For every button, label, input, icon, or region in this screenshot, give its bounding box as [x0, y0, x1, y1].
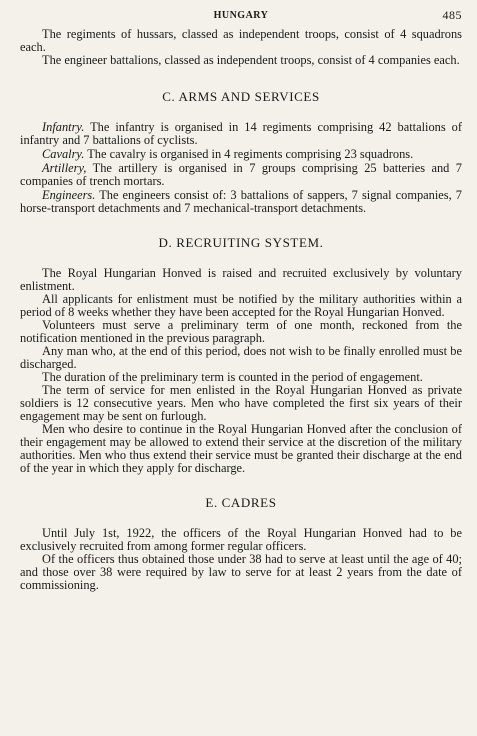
arms-lead: Infantry. [42, 120, 85, 134]
page-number: 485 [442, 8, 462, 22]
section-heading-cadres: E. CADRES [205, 495, 277, 510]
arms-item-cavalry [20, 148, 462, 161]
intro-paragraph: The engineer battalions, classed as independent troops, consist of 4 companies each. [42, 53, 460, 67]
arms-lead: Cavalry. [42, 147, 85, 161]
arms-text: The cavalry is organised in 4 regiments comprising 23 squadrons. [84, 147, 414, 161]
document-page [20, 8, 462, 592]
recruiting-paragraph: Any man who, at the end of this period, does not wish to be finally enrolled must be discharged. [20, 344, 462, 371]
arms-services-block [20, 121, 462, 215]
cadres-paragraph: Of the officers thus obtained those under 38 had to serve at least until the age of 40; and those over 38 were required by law to serve for at least 2 years from the date of commissioning. [20, 552, 462, 592]
arms-lead: Engineers. [42, 188, 96, 202]
running-title: HUNGARY [213, 10, 269, 21]
section-heading-arms: C. ARMS AND SERVICES [162, 89, 320, 104]
cadres-paragraph: Until July 1st, 1922, the officers of the Royal Hungarian Honved had to be exclusively recruited from among former regular officers. [20, 526, 462, 553]
recruiting-paragraph: The term of service for men enlisted in the Royal Hungarian Honved as private soldiers is 12 consecutive years. Men who have completed the first six years of their engagement may be sent on furlough. [20, 383, 462, 423]
recruiting-paragraph: The Royal Hungarian Honved is raised and recruited exclusively by voluntary enlistment. [20, 266, 462, 293]
recruiting-paragraph: Men who desire to continue in the Royal Hungarian Honved after the conclusion of their engagement may be allowed to extend their service at the discretion of the military authorities. Men who thus extend their service must be granted their discharge at the end of the year in which they apply for discharge. [20, 422, 462, 475]
arms-text: The infantry is organised in 14 regiments comprising 42 battalions of infantry and 7 battalions of cyclists. [20, 120, 462, 147]
recruiting-paragraph: All applicants for enlistment must be notified by the military authorities within a period of 8 weeks whether they have been accepted for the Royal Hungarian Honved. [20, 292, 462, 319]
recruiting-paragraph: The duration of the preliminary term is counted in the period of engagement. [42, 370, 423, 384]
intro-paragraph: The regiments of hussars, classed as independent troops, consist of 4 squadrons each. [20, 27, 462, 54]
arms-text: The engineers consist of: 3 battalions of sappers, 7 signal companies, 7 horse-transport detachments and 7 mechanical-transport detachments. [20, 188, 462, 215]
arms-lead: Artillery, [42, 161, 87, 175]
arms-item-infantry [20, 121, 462, 147]
arms-item-engineers [20, 189, 462, 215]
running-header [20, 8, 462, 26]
section-heading-recruiting: D. RECRUITING SYSTEM. [158, 235, 324, 250]
cadres-block [20, 527, 462, 592]
recruiting-block [20, 267, 462, 475]
recruiting-paragraph: Volunteers must serve a preliminary term of one month, reckoned from the notification mentioned in the previous paragraph. [20, 318, 462, 345]
arms-text: The artillery is organised in 7 groups comprising 25 batteries and 7 companies of trench mortars. [20, 161, 462, 188]
arms-item-artillery [20, 162, 462, 188]
intro-block [20, 28, 462, 67]
